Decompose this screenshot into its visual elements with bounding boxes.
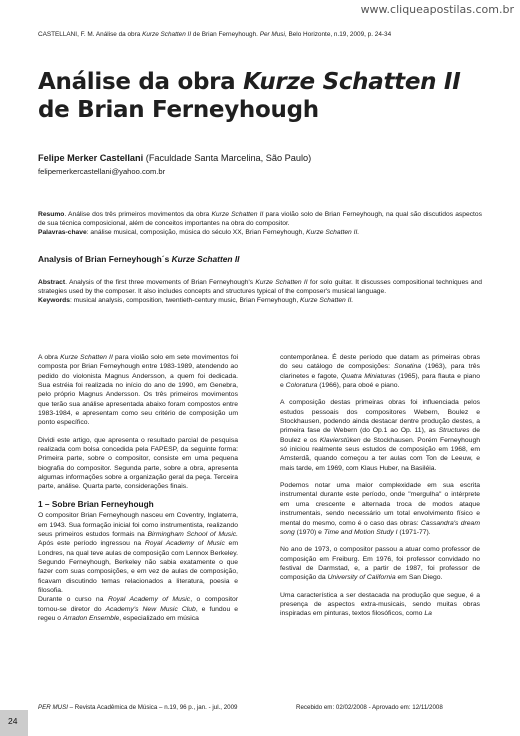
- paragraph: Podemos notar uma maior complexidade em sua escrita instrumental durante este período, onde "mergulha" o intérprete em uma crescente e alternada troca de modos ataque instrumentais, sendo necessário um total envolvimento físico e mental do mesmo, como é o caso das obras: Cassandra's dream song (1970) e Time and Motion Study I (1971-77).: [280, 482, 480, 536]
- author-name: Felipe Merker Castellani: [38, 153, 144, 163]
- article-title: Análise da obra Kurze Schatten II de Brian Ferneyhough: [38, 69, 461, 123]
- paragraph: O compositor Brian Ferneyhough nasceu em Coventry, Inglaterra, em 1943. Sua formação inicial foi como instrumentista, realizando seus primeiros estudos formais na Birmingham School of Music. Após este período ingressou na Royal Academy of Music em Londres, na qual teve aulas de composição com Lennox Berkeley. Segundo Ferneyhough, Berkeley não sabia exatamente o que fazer com suas composições, e em vez de aulas de composição, ficavam discutindo temas relacionados a literatura, poesia e filosofia.: [38, 512, 238, 594]
- footer-journal: PER MUSI – Revista Acadêmica de Música – n.19, 96 p., jan. - jul., 2009: [38, 704, 238, 711]
- running-head: CASTELLANI, F. M. Análise da obra Kurze Schatten II de Brian Ferneyhough. Per Musi, Belo Horizonte, n.19, 2009, p. 24-34: [38, 31, 392, 38]
- paragraph: contemporânea. É deste período que datam as primeiras obras do seu catálogo de composições: Sonatina (1963), para três clarinetes e fagote, Quatra Miniaturas (1965), para flauta e piano e Coloratura (1966), para oboé e piano.: [280, 354, 480, 390]
- paragraph: A obra Kurze Schatten II para violão solo em sete movimentos foi composta por Brian Ferneyhough entre 1983-1989, atendendo ao pedido do violonista Magnus Andersson, a quem foi dedicada. Sua estréia foi realizada no início do ano de 1990, em Genebra, pelo próprio Magnus Andersson. Os três primeiros movimentos que terão sua análise apresentada abaixo foram compostos entre 1983-1984, e apresentam como seu critério de composição um ponto específico.: [38, 354, 238, 427]
- paragraph: No ano de 1973, o compositor passou a atuar como professor de composição em Freiburg. Em 1976, foi professor convidado no festival de Darmstad, e, a partir de 1987, foi professor de composição da University of California em San Diego.: [280, 546, 480, 582]
- page-number: 24: [0, 710, 28, 736]
- paragraph: Durante o curso na Royal Academy of Music, o compositor tornou-se diretor do Academy's New Music Club, e fundou e regeu o Arradon Ensemble, especializado em música: [38, 596, 238, 622]
- footer-dates: Recebido em: 02/02/2008 - Aprovado em: 12/11/2008: [296, 704, 443, 711]
- author-line: [38, 153, 311, 163]
- resumo-block: Resumo. Análise dos três primeiros movimentos da obra Kurze Schatten II para violão solo de Brian Ferneyhough, na qual são discutidos aspectos de sua técnica composicional, além de conceitos importantes na obra do compositor. Palavras-chave: análise musical, composição, música do século XX, Brian Ferneyhough, Kurze Schatten II.: [38, 211, 482, 237]
- paragraph: Uma característica a ser destacada na produção que segue, é a presença de aspectos extra-musicais, sendo muitas obras inspiradas em pinturas, textos filosóficos, como La: [280, 591, 480, 618]
- watermark: www.cliqueapostilas.com.br: [360, 3, 514, 16]
- paragraph: Dividi este artigo, que apresenta o resultado parcial de pesquisa realizada com bolsa concedida pela FAPESP, da seguinte forma: Primeira parte, sobre o compositor, consiste em uma pequena biografia do compositor. Segunda parte, sobre a obra, apresenta algumas informações sobre a organização geral da peça. Terceira parte, análise. Quarta parte, considerações finais.: [38, 436, 238, 491]
- english-title: Analysis of Brian Ferneyhough´s Kurze Schatten II: [38, 254, 240, 264]
- abstract-block: Abstract. Analysis of the first three movements of Brian Ferneyhough's Kurze Schatten II for solo guitar. It discusses compositional techniques and strategies used by the composer. It also includes concepts and structures typical of the composer's musical language. Keywords: musical analysis, composition, twentieth-century music, Brian Ferneyhough, Kurze Schatten II.: [38, 279, 482, 305]
- paragraph: A composição destas primeiras obras foi influenciada pelos estudos pessoais dos compositores Webern, Boulez e Stockhausen, podendo ainda destacar dentre produção destes, a primeira fase de Webern (do Op.1 ao Op. 11), as Structures de Boulez e os Klavierstüken de Stockhausen. Porém Ferneyhough só iniciou realmente seus estudos de composição em 1968, em Amsterdã, quando começou a ter aulas com Ton de Leeuw, e mais tarde, em 1969, com Klaus Huber, na Basiléia.: [280, 399, 481, 472]
- body-column-right: [280, 353, 480, 619]
- body-column-left: [38, 353, 238, 623]
- author-affiliation: (Faculdade Santa Marcelina, São Paulo): [143, 153, 312, 163]
- section-heading: 1 – Sobre Brian Ferneyhough: [38, 498, 154, 509]
- author-email: felipemerkercastellani@yahoo.com.br: [38, 167, 166, 176]
